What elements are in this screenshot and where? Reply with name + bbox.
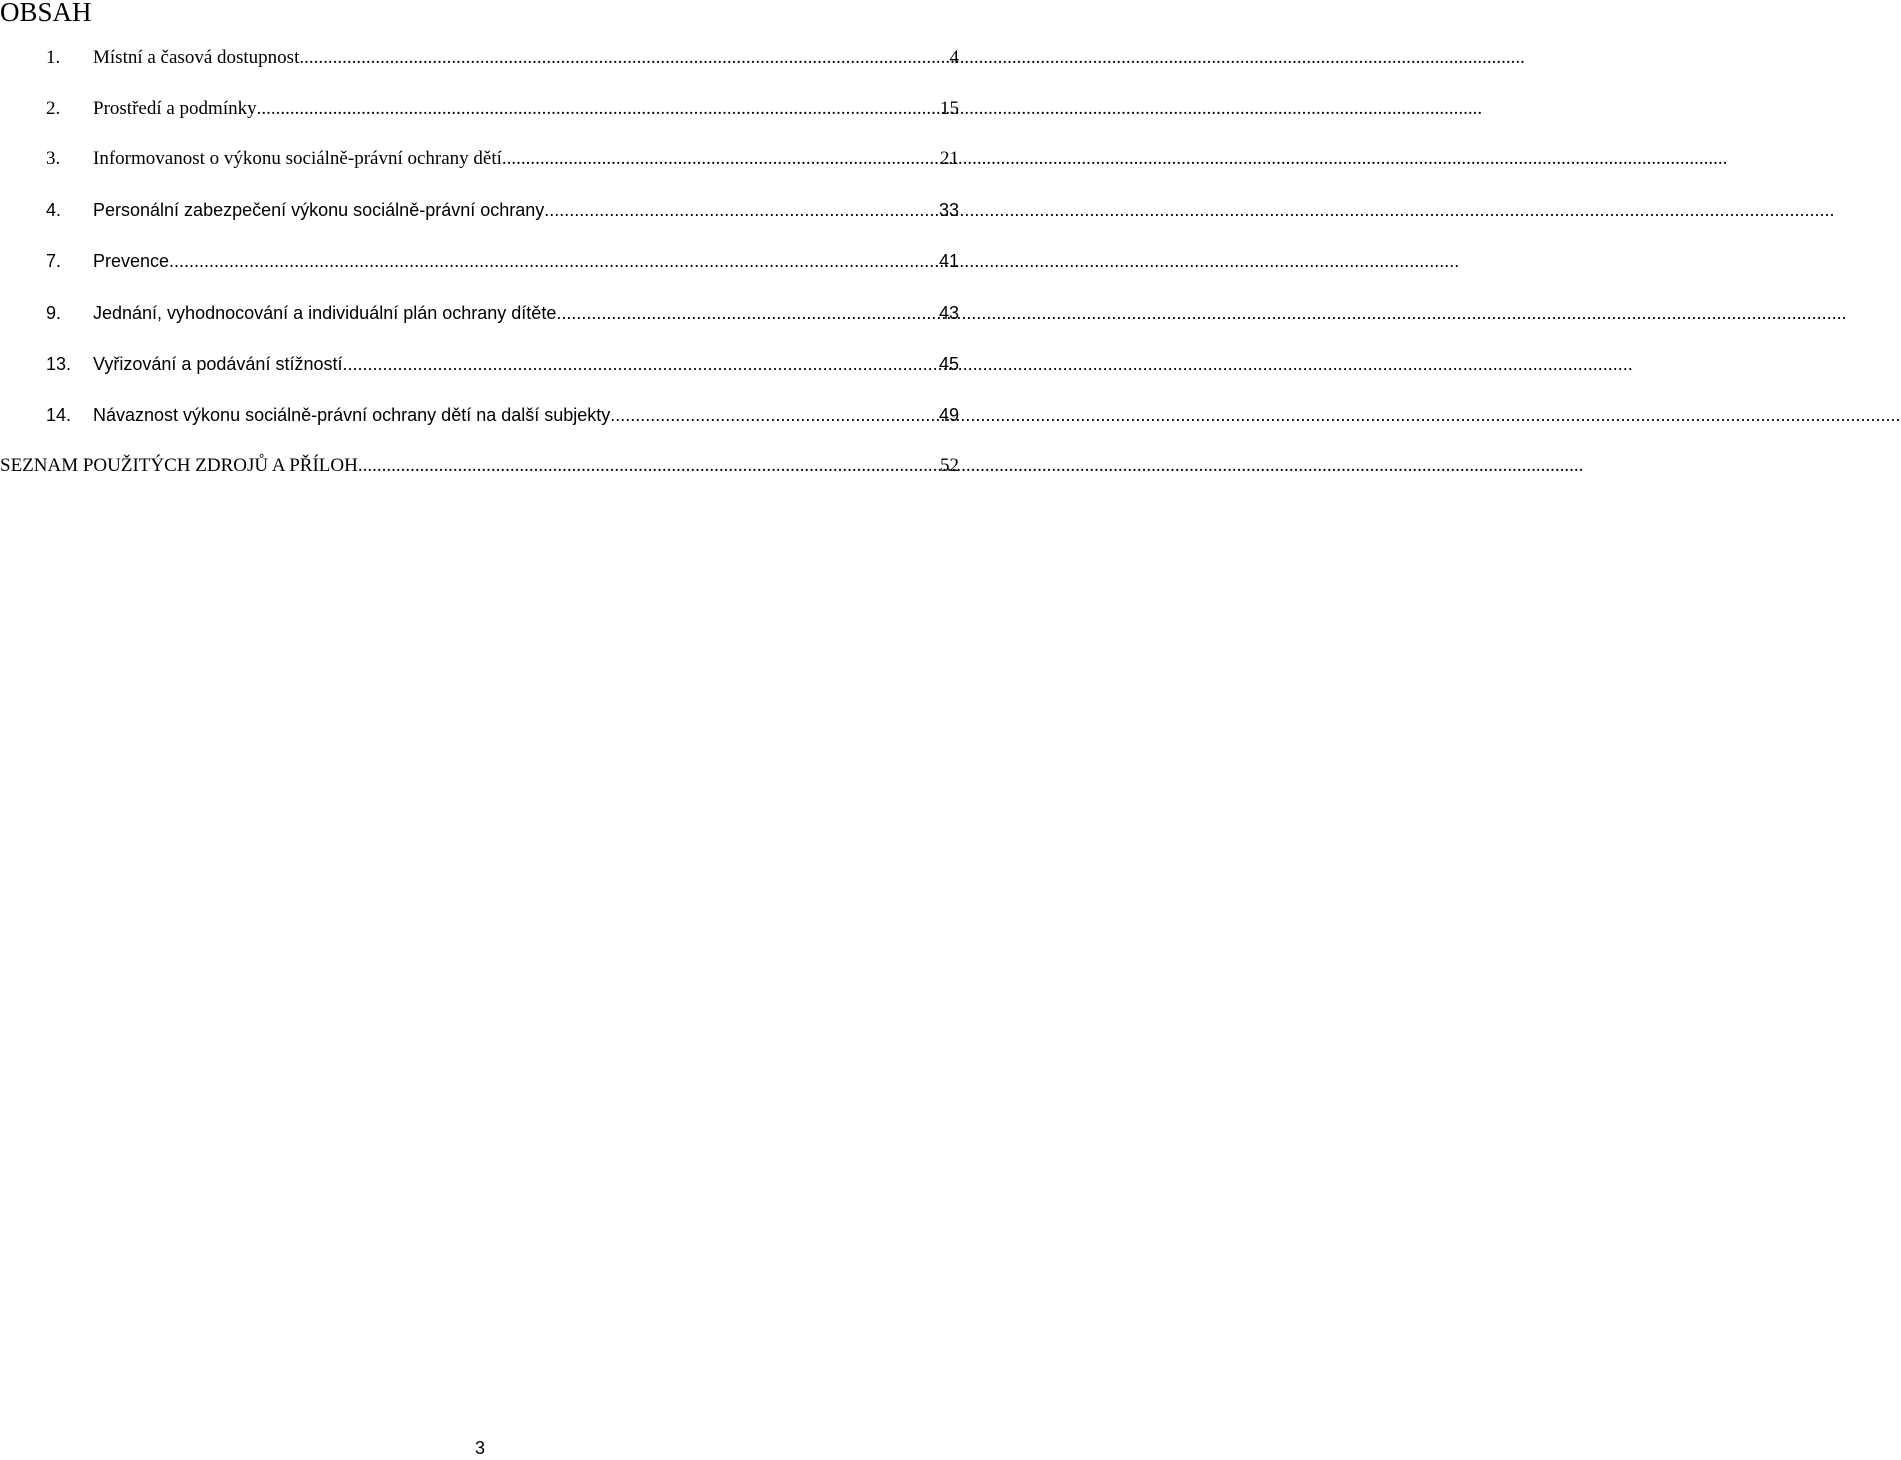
toc-entry-1[interactable] (0, 45, 960, 71)
toc-entry-4[interactable] (0, 197, 960, 223)
page-number: 3 (474, 1438, 485, 1458)
toc-entry-text: Jednání, vyhodnocování a individuální plán ochrany dítěte (93, 303, 557, 323)
toc-entry-number: 1. (46, 47, 61, 68)
toc-entry-number: 14. (46, 405, 72, 425)
toc-entry-13[interactable] (0, 351, 960, 377)
toc-entry-number: 13. (46, 354, 72, 374)
toc-dot-leader (610, 402, 937, 428)
toc-dot-leader (358, 453, 938, 479)
toc-entry-text: Místní a časová dostupnost (93, 47, 300, 68)
toc-dot-leader (169, 248, 937, 274)
toc-entry-page: 45 (938, 354, 959, 374)
toc-entry-number: 2. (46, 98, 61, 119)
toc-entry-3[interactable] (0, 146, 960, 172)
toc-title: OBSAH (0, 0, 92, 27)
toc-entry-number: 3. (46, 148, 61, 169)
toc-entry-references[interactable] (0, 453, 960, 479)
toc-dot-leader (342, 351, 937, 377)
toc-dot-leader (299, 45, 947, 71)
toc-entry-number: 7. (46, 251, 62, 271)
toc-entry-page: 43 (938, 303, 959, 323)
toc-entry-2[interactable] (0, 96, 960, 122)
toc-entry-page: 49 (938, 405, 959, 425)
toc-entry-page: 4 (949, 47, 959, 68)
toc-entry-page: 33 (938, 200, 959, 220)
toc-entry-text: Prevence (93, 251, 170, 271)
toc-entry-7[interactable] (0, 248, 960, 274)
toc-entry-text: Personální zabezpečení výkonu sociálně-právní ochrany (93, 200, 545, 220)
toc-dot-leader (544, 197, 937, 223)
toc-entry-page: 21 (940, 148, 959, 169)
toc-dot-leader (556, 300, 937, 326)
toc-entry-page: 15 (940, 98, 959, 119)
toc-entry-text: Prostředí a podmínky (93, 98, 257, 119)
toc-entry-number: 9. (46, 303, 62, 323)
toc-dot-leader (257, 96, 938, 122)
toc-entry-page: 52 (940, 455, 959, 476)
toc-entry-number: 4. (46, 200, 62, 220)
toc-entry-14[interactable] (0, 402, 960, 428)
toc-entry-text: Návaznost výkonu sociálně-právní ochrany dětí na další subjekty (93, 405, 611, 425)
toc-entry-text: Vyřizování a podávání stížností (93, 354, 343, 374)
toc-entry-page: 41 (938, 251, 959, 271)
toc-entry-9[interactable] (0, 300, 960, 326)
toc-dot-leader (502, 146, 938, 172)
toc-entry-text: Informovanost o výkonu sociálně-právní ochrany dětí (93, 148, 502, 169)
toc-entry-text: SEZNAM POUŽITÝCH ZDROJŮ A PŘÍLOH (0, 455, 358, 476)
